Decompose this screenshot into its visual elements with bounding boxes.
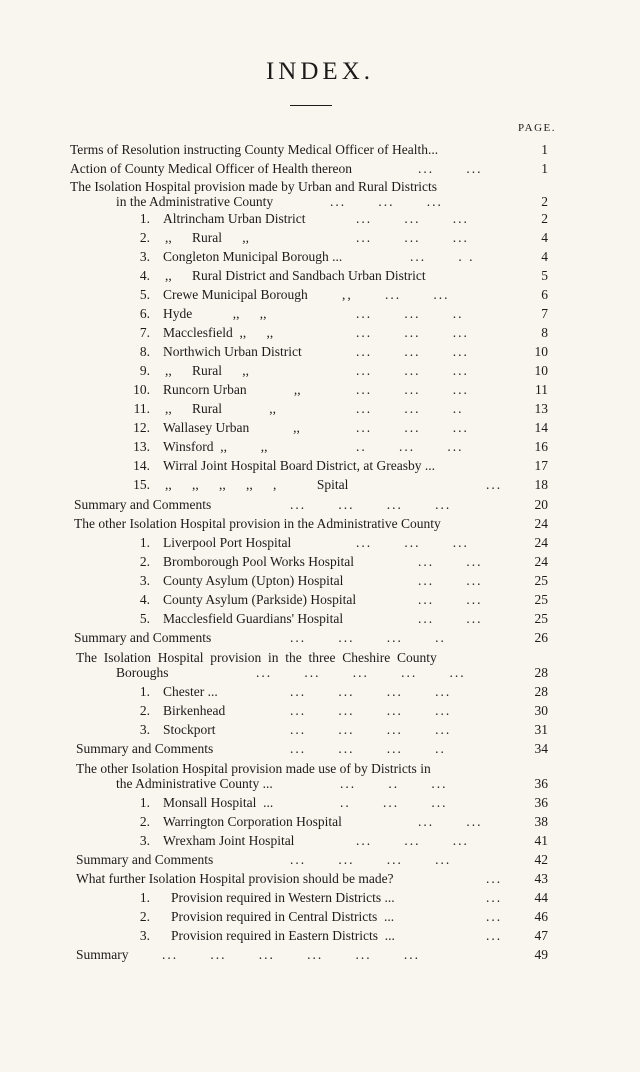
- entry-title: ,, ,, ,, ,, , Spital: [165, 477, 349, 492]
- dot-leader: ... ... ..: [356, 401, 464, 416]
- entry-page-number: 10: [534, 344, 548, 359]
- dot-leader: ... ... ... ..: [290, 741, 446, 756]
- dot-leader: ... ... ...: [356, 325, 469, 340]
- entry-number: 1.: [139, 211, 150, 226]
- entry-number: 5.: [139, 287, 150, 302]
- dot-leader: ... ... ... ...: [290, 852, 452, 867]
- entry-page-number: 28: [534, 665, 548, 680]
- entry-title: ,, Rural District and Sandbach Urban District: [165, 268, 426, 283]
- entry-number: 4.: [139, 592, 150, 607]
- entry-title: ,, Rural ,,: [165, 363, 249, 378]
- entry-title: Summary and Comments: [74, 497, 212, 512]
- entry-page-number: 28: [534, 684, 548, 699]
- entry-number: 14.: [133, 458, 150, 473]
- entry-title: What further Isolation Hospital provision should be made?: [76, 871, 394, 886]
- entry-page-number: 8: [541, 325, 548, 340]
- entry-title: in the Administrative County: [116, 194, 274, 209]
- entry-number: 3.: [139, 573, 150, 588]
- dot-leader: ,, ... ...: [342, 287, 450, 302]
- entry-title: Congleton Municipal Borough ...: [163, 249, 343, 264]
- entry-title: Provision required in Western Districts ...: [171, 890, 395, 905]
- entry-title: Wallasey Urban ,,: [163, 420, 300, 435]
- entry-page-number: 25: [534, 573, 548, 588]
- entry-number: 6.: [139, 306, 150, 321]
- entry-number: 7.: [139, 325, 150, 340]
- entry-page-number: 5: [541, 268, 548, 283]
- entry-page-number: 20: [534, 497, 548, 512]
- entry-title: Birkenhead: [163, 703, 226, 718]
- entry-page-number: 2: [541, 211, 548, 226]
- entry-title: Boroughs: [116, 665, 169, 680]
- title-rule: [290, 105, 332, 106]
- entry-title: ,, Rural ,,: [165, 401, 276, 416]
- entry-title: Wrexham Joint Hospital: [163, 833, 295, 848]
- dot-leader: ... ... ..: [356, 306, 464, 321]
- entry-title: Chester ...: [163, 684, 218, 699]
- entry-title: Terms of Resolution instructing County Medical Officer of Health...: [70, 142, 439, 157]
- index-title: INDEX.: [265, 58, 374, 85]
- entry-number: 2.: [139, 230, 150, 245]
- entry-title: Crewe Municipal Borough: [163, 287, 308, 302]
- entry-page-number: 30: [534, 703, 548, 718]
- entry-number: 2.: [139, 814, 150, 829]
- entry-title: The Isolation Hospital provision in the three Cheshire County: [76, 650, 437, 665]
- entry-title: the Administrative County ...: [116, 776, 273, 791]
- entry-page-number: 11: [535, 382, 548, 397]
- entry-page-number: 36: [534, 795, 548, 810]
- entry-title: The other Isolation Hospital provision in the Administrative County: [74, 516, 441, 531]
- entry-page-number: 17: [534, 458, 548, 473]
- entry-title: Summary and Comments: [76, 852, 214, 867]
- entry-page-number: 16: [534, 439, 548, 454]
- entry-page-number: 31: [534, 722, 548, 737]
- entry-title: Liverpool Port Hospital: [163, 535, 292, 550]
- entry-title: Macclesfield Guardians' Hospital: [163, 611, 344, 626]
- dot-leader: ... ... ... ..: [290, 630, 446, 645]
- dot-leader: ... ... ... ...: [290, 703, 452, 718]
- entry-number: 2.: [139, 909, 150, 924]
- entry-title: Action of County Medical Officer of Health thereon: [70, 161, 353, 176]
- dot-leader: ... ...: [418, 814, 483, 829]
- entry-number: 8.: [139, 344, 150, 359]
- dot-leader: ... ...: [418, 611, 483, 626]
- entry-page-number: 1: [541, 142, 548, 157]
- page-column-header: PAGE.: [518, 122, 556, 134]
- entry-page-number: 41: [534, 833, 548, 848]
- entry-number: 5.: [139, 611, 150, 626]
- dot-leader: ... ...: [418, 554, 483, 569]
- entry-title: Stockport: [163, 722, 216, 737]
- entry-page-number: 26: [534, 630, 548, 645]
- entry-page-number: 44: [534, 890, 548, 905]
- dot-leader: ... ... ...: [356, 420, 469, 435]
- entry-number: 11.: [133, 401, 150, 416]
- entry-number: 3.: [139, 928, 150, 943]
- dot-leader: .. ... ...: [356, 439, 464, 454]
- entry-title: Winsford ,, ,,: [163, 439, 268, 454]
- entry-page-number: 38: [534, 814, 548, 829]
- entry-title: Monsall Hospital ...: [163, 795, 274, 810]
- dot-leader: ... ... ...: [356, 382, 469, 397]
- entry-title: County Asylum (Upton) Hospital: [163, 573, 344, 588]
- dot-leader: ...: [486, 871, 503, 886]
- entry-page-number: 24: [534, 516, 548, 531]
- entry-number: 9.: [139, 363, 150, 378]
- entry-number: 1.: [139, 684, 150, 699]
- entry-title: Altrincham Urban District: [163, 211, 306, 226]
- entry-page-number: 10: [534, 363, 548, 378]
- entry-number: 2.: [139, 554, 150, 569]
- entry-page-number: 49: [534, 947, 548, 962]
- entry-page-number: 7: [541, 306, 548, 321]
- entry-title: Bromborough Pool Works Hospital: [163, 554, 355, 569]
- entry-title: Summary and Comments: [74, 630, 212, 645]
- entry-page-number: 14: [534, 420, 548, 435]
- entry-page-number: 4: [541, 249, 548, 264]
- entry-page-number: 36: [534, 776, 548, 791]
- entry-page-number: 13: [534, 401, 548, 416]
- dot-leader: ... ...: [418, 592, 483, 607]
- entry-title: Northwich Urban District: [163, 344, 302, 359]
- entry-page-number: 1: [541, 161, 548, 176]
- dot-leader: ... . .: [410, 249, 475, 264]
- entry-page-number: 25: [534, 592, 548, 607]
- entry-title: Hyde ,, ,,: [163, 306, 267, 321]
- entry-number: 15.: [133, 477, 150, 492]
- entry-number: 3.: [139, 249, 150, 264]
- dot-leader: ... .. ...: [340, 776, 448, 791]
- entry-number: 12.: [133, 420, 150, 435]
- entry-title: Provision required in Central Districts ...: [171, 909, 395, 924]
- dot-leader: ... ... ... ...: [290, 684, 452, 699]
- dot-leader: ...: [486, 928, 503, 943]
- entry-title: Macclesfield ,, ,,: [163, 325, 274, 340]
- dot-leader: ... ... ... ... ...: [256, 665, 466, 680]
- dot-leader: ...: [486, 477, 503, 492]
- entry-title: Warrington Corporation Hospital: [163, 814, 342, 829]
- entry-number: 2.: [139, 703, 150, 718]
- entry-title: Wirral Joint Hospital Board District, at Greasby ...: [163, 458, 436, 473]
- entry-title: The other Isolation Hospital provision made use of by Districts in: [76, 761, 431, 776]
- dot-leader: ... ... ...: [356, 363, 469, 378]
- dot-leader: ... ...: [418, 573, 483, 588]
- entry-page-number: 42: [534, 852, 548, 867]
- entry-page-number: 46: [534, 909, 548, 924]
- entry-page-number: 6: [541, 287, 548, 302]
- dot-leader: ... ...: [418, 161, 483, 176]
- dot-leader: ... ... ... ... ... ...: [162, 947, 420, 962]
- dot-leader: ... ... ...: [356, 535, 469, 550]
- entry-page-number: 4: [541, 230, 548, 245]
- entry-number: 1.: [139, 890, 150, 905]
- entry-number: 3.: [139, 722, 150, 737]
- entry-title: The Isolation Hospital provision made by Urban and Rural Districts: [70, 179, 438, 194]
- dot-leader: ...: [486, 909, 503, 924]
- entry-number: 3.: [139, 833, 150, 848]
- entry-title: Provision required in Eastern Districts ...: [171, 928, 395, 943]
- entry-number: 10.: [133, 382, 150, 397]
- entry-page-number: 43: [534, 871, 548, 886]
- dot-leader: ... ... ...: [356, 344, 469, 359]
- entry-page-number: 25: [534, 611, 548, 626]
- entry-number: 1.: [139, 795, 150, 810]
- entry-title: Summary and Comments: [76, 741, 214, 756]
- entry-title: Summary: [76, 947, 129, 962]
- entry-number: 1.: [139, 535, 150, 550]
- entry-title: ,, Rural ,,: [165, 230, 249, 245]
- entry-page-number: 24: [534, 535, 548, 550]
- dot-leader: ... ... ... ...: [290, 722, 452, 737]
- dot-leader: ... ... ...: [330, 194, 443, 209]
- entry-page-number: 2: [541, 194, 548, 209]
- dot-leader: ... ... ...: [356, 833, 469, 848]
- entry-title: Runcorn Urban ,,: [163, 382, 301, 397]
- dot-leader: ...: [486, 890, 503, 905]
- entry-page-number: 47: [534, 928, 548, 943]
- dot-leader: ... ... ...: [356, 211, 469, 226]
- entry-title: County Asylum (Parkside) Hospital: [163, 592, 357, 607]
- entry-page-number: 24: [534, 554, 548, 569]
- entry-number: 4.: [139, 268, 150, 283]
- entry-number: 13.: [133, 439, 150, 454]
- dot-leader: ... ... ... ...: [290, 497, 452, 512]
- entry-page-number: 34: [534, 741, 548, 756]
- dot-leader: .. ... ...: [340, 795, 448, 810]
- entry-page-number: 18: [534, 477, 548, 492]
- dot-leader: ... ... ...: [356, 230, 469, 245]
